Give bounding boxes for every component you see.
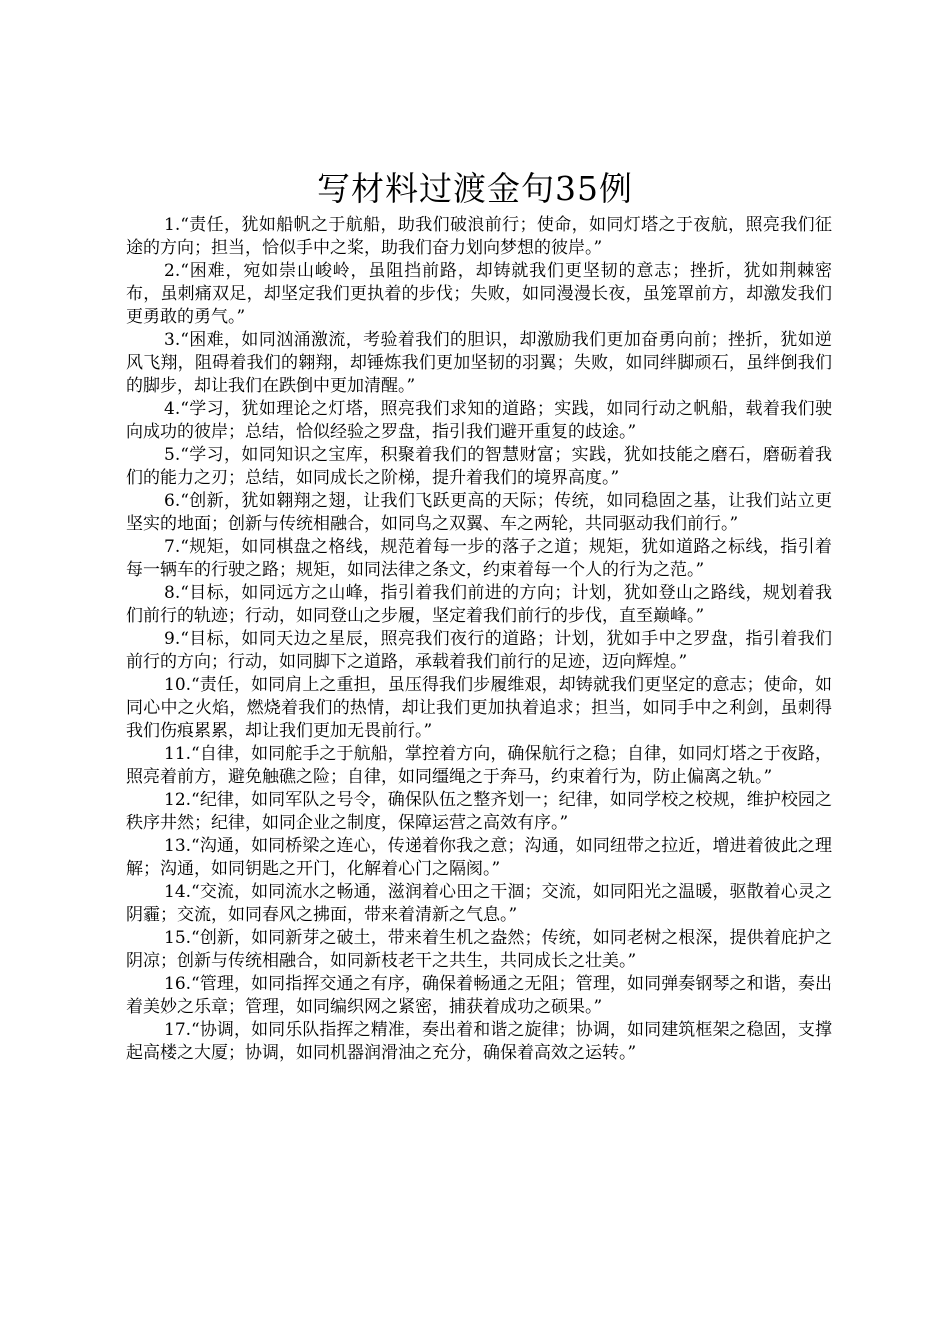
quote-item: 8.“目标，如同远方之山峰，指引着我们前进的方向；计划，犹如登山之路线，规划着我们前行的轨迹；行动，如同登山之步履，坚定着我们前行的步伐，直至巅峰。”	[126, 583, 832, 626]
quote-item: 10.“责任，如同肩上之重担，虽压得我们步履维艰，却铸就我们更坚定的意志；使命，如同心中之火焰，燃烧着我们的热情，却让我们更加执着追求；担当，如同手中之利剑，虽刺得我们伤痕累累，却让我们更加无畏前行。”	[126, 675, 832, 741]
quote-item: 16.“管理，如同指挥交通之有序，确保着畅通之无阻；管理，如同弹奏钢琴之和谐，奏出着美妙之乐章；管理，如同编织网之紧密，捕获着成功之硕果。”	[126, 974, 832, 1017]
quote-item: 2.“困难，宛如崇山峻岭，虽阻挡前路，却铸就我们更坚韧的意志；挫折，犹如荆棘密布，虽刺痛双足，却坚定我们更执着的步伐；失败，如同漫漫长夜，虽笼罩前方，却激发我们更勇敢的勇气。”	[126, 261, 832, 327]
quote-item: 3.“困难，如同汹涌激流，考验着我们的胆识，却激励我们更加奋勇向前；挫折，犹如逆风飞翔，阻碍着我们的翱翔，却锤炼我们更加坚韧的羽翼；失败，如同绊脚顽石，虽绊倒我们的脚步，却让我们在跌倒中更加清醒。”	[126, 330, 832, 396]
quote-item: 7.“规矩，如同棋盘之格线，规范着每一步的落子之道；规矩，犹如道路之标线，指引着每一辆车的行驶之路；规矩，如同法律之条文，约束着每一个人的行为之范。”	[126, 537, 832, 580]
quote-item: 15.“创新，如同新芽之破土，带来着生机之盎然；传统，如同老树之根深，提供着庇护之阴凉；创新与传统相融合，如同新枝老干之共生，共同成长之壮美。”	[126, 928, 832, 971]
quote-item: 11.“自律，如同舵手之于航船，掌控着方向，确保航行之稳；自律，如同灯塔之于夜路，照亮着前方，避免触礁之险；自律，如同缰绳之于奔马，约束着行为，防止偏离之轨。”	[126, 744, 832, 787]
quote-item: 4.“学习，犹如理论之灯塔，照亮我们求知的道路；实践，如同行动之帆船，载着我们驶向成功的彼岸；总结，恰似经验之罗盘，指引我们避开重复的歧途。”	[126, 399, 832, 442]
quote-list	[126, 214, 832, 1065]
quote-item: 14.“交流，如同流水之畅通，滋润着心田之干涸；交流，如同阳光之温暖，驱散着心灵之阴霾；交流，如同春风之拂面，带来着清新之气息。”	[126, 882, 832, 925]
quote-item: 1.“责任，犹如船帆之于航船，助我们破浪前行；使命，如同灯塔之于夜航，照亮我们征途的方向；担当，恰似手中之桨，助我们奋力划向梦想的彼岸。”	[126, 215, 832, 258]
quote-item: 9.“目标，如同天边之星辰，照亮我们夜行的道路；计划，犹如手中之罗盘，指引着我们前行的方向；行动，如同脚下之道路，承载着我们前行的足迹，迈向辉煌。”	[126, 629, 832, 672]
quote-item: 6.“创新，犹如翱翔之翅，让我们飞跃更高的天际；传统，如同稳固之基，让我们站立更坚实的地面；创新与传统相融合，如同鸟之双翼、车之两轮，共同驱动我们前行。”	[126, 491, 832, 534]
quote-item: 13.“沟通，如同桥梁之连心，传递着你我之意；沟通，如同纽带之拉近，增进着彼此之理解；沟通，如同钥匙之开门，化解着心门之隔阂。”	[126, 836, 832, 879]
document-title: 写材料过渡金句35例	[317, 169, 633, 208]
quote-item: 12.“纪律，如同军队之号令，确保队伍之整齐划一；纪律，如同学校之校规，维护校园之秩序井然；纪律，如同企业之制度，保障运营之高效有序。”	[126, 790, 832, 833]
quote-item: 5.“学习，如同知识之宝库，积聚着我们的智慧财富；实践，犹如技能之磨石，磨砺着我们的能力之刃；总结，如同成长之阶梯，提升着我们的境界高度。”	[126, 445, 832, 488]
quote-item: 17.“协调，如同乐队指挥之精准，奏出着和谐之旋律；协调，如同建筑框架之稳固，支撑起高楼之大厦；协调，如同机器润滑油之充分，确保着高效之运转。”	[126, 1020, 832, 1063]
